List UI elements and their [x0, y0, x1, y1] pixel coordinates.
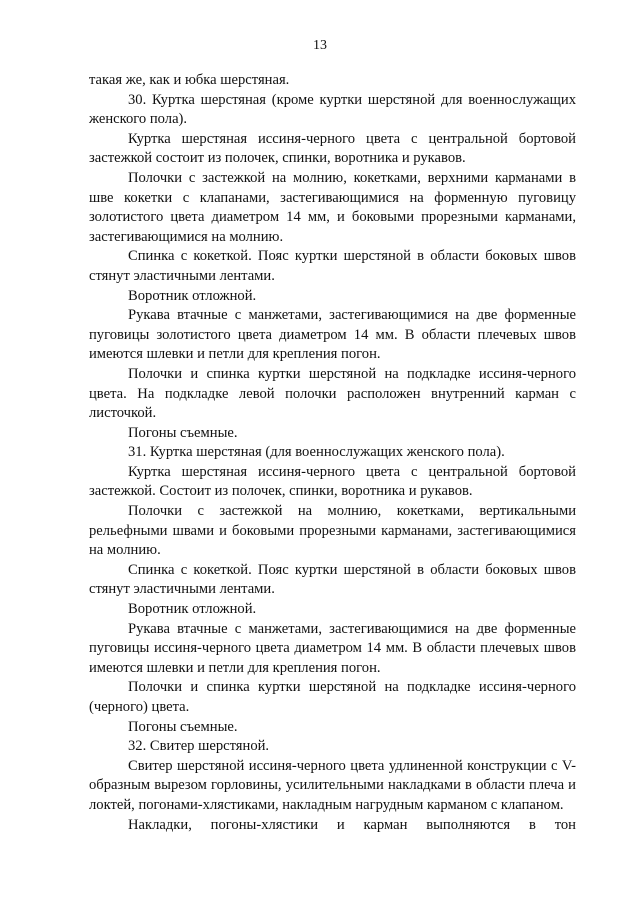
- paragraph: Полочки с застежкой на молнию, кокетками, верхними карманами в шве кокетки с клапанами, застегивающимися на форменную пуговицу золотистого цвета диаметром 14 мм, и боковыми прорезными карманами, застегивающимися на молнию.: [89, 169, 576, 245]
- section-heading: 32. Свитер шерстяной.: [128, 738, 270, 755]
- paragraph: Свитер шерстяной иссиня-черного цвета удлиненной конструкции с V-образным вырезом горловины, усилительными накладками в области плеча и локтей, погонами-хлястиками, накладным нагрудным карманом с клапаном.: [89, 757, 576, 813]
- document-body: [89, 71, 576, 835]
- paragraph: Воротник отложной.: [128, 601, 257, 618]
- paragraph: Погоны съемные.: [128, 718, 238, 735]
- paragraph: Полочки с застежкой на молнию, кокетками, вертикальными рельефными швами и боковыми прорезными карманами, застегивающимися на молнию.: [89, 503, 576, 559]
- paragraph: Воротник отложной.: [128, 287, 257, 304]
- paragraph: Рукава втачные с манжетами, застегивающимися на две форменные пуговицы золотистого цвета диаметром 14 мм. В области плечевых швов имеются шлевки и петли для крепления погон.: [89, 307, 576, 363]
- paragraph: Куртка шерстяная иссиня-черного цвета с центральной бортовой застежкой состоит из полочек, спинки, воротника и рукавов.: [89, 130, 576, 167]
- paragraph: Полочки и спинка куртки шерстяной на подкладке иссиня-черного (черного) цвета.: [89, 679, 576, 715]
- paragraph: Полочки и спинка куртки шерстяной на подкладке иссиня-черного цвета. На подкладке левой полочки расположен внутренний карман с листочкой.: [89, 365, 576, 422]
- paragraph: 30. Куртка шерстяная (кроме куртки шерстяной для военнослужащих женского пола).: [89, 91, 576, 128]
- paragraph: Накладки, погоны-хлястики и карман выполняются в тон: [128, 816, 576, 833]
- paragraph: Погоны съемные.: [128, 424, 238, 441]
- paragraph: Спинка с кокеткой. Пояс куртки шерстяной в области боковых швов стянут эластичными лентами.: [89, 561, 576, 598]
- page-number: 13: [313, 38, 327, 53]
- paragraph: Спинка с кокеткой. Пояс куртки шерстяной в области боковых швов стянут эластичными лентами.: [89, 248, 576, 284]
- paragraph: такая же, как и юбка шерстяная.: [89, 72, 290, 88]
- paragraph: Куртка шерстяная иссиня-черного цвета с центральной бортовой застежкой. Состоит из полочек, спинки, воротника и рукавов.: [89, 463, 576, 500]
- paragraph: Рукава втачные с манжетами, застегивающимися на две форменные пуговицы иссиня-черного цвета диаметром 14 мм. В области плечевых швов имеются шлевки и петли для крепления погон.: [89, 620, 576, 676]
- section-heading: 31. Куртка шерстяная (для военнослужащих женского пола).: [128, 444, 505, 461]
